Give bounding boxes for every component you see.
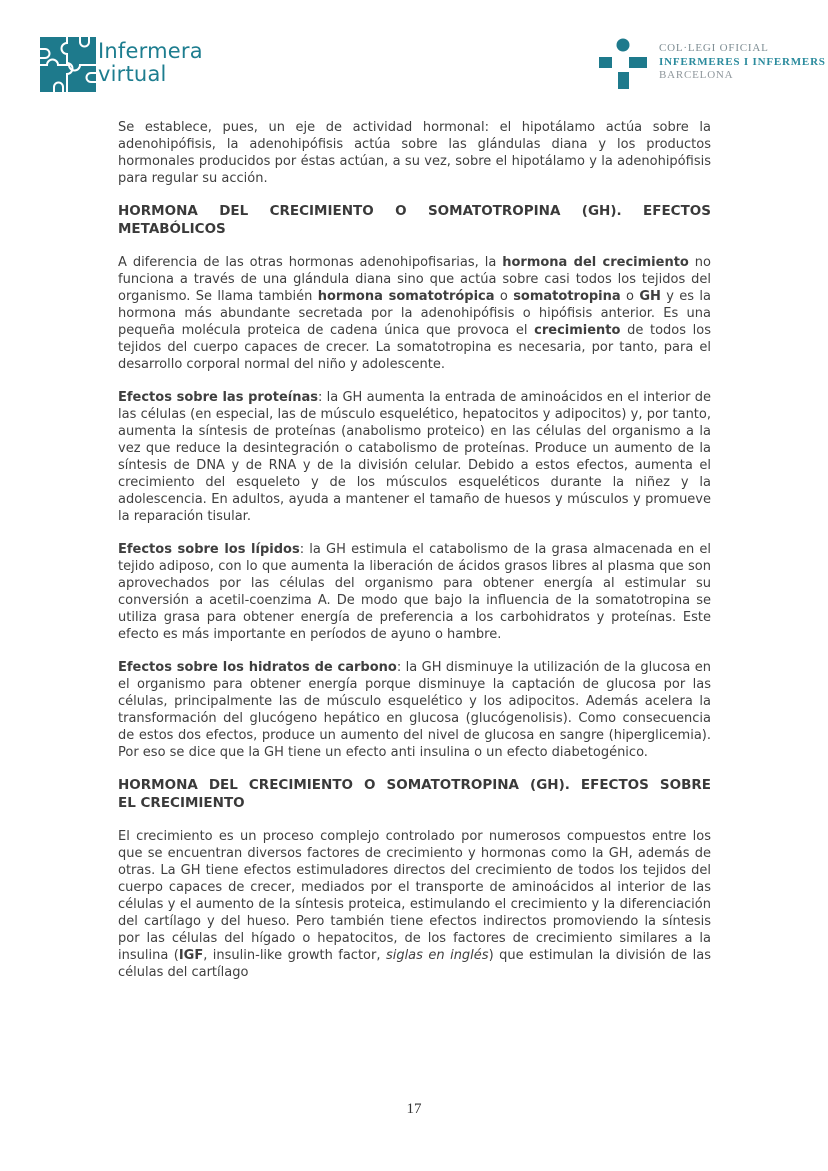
document-body	[118, 119, 711, 997]
heading-line: HORMONA DEL CRECIMIENTO O SOMATOTROPINA (GH). EFECTOS SOBRE	[118, 777, 711, 793]
coib-wordmark	[659, 42, 826, 83]
heading-line: HORMONA DEL CRECIMIENTO O SOMATOTROPINA (GH). EFECTOS	[118, 203, 711, 219]
coib-cross-icon	[598, 36, 648, 90]
logo-line-infermera: Infermera	[98, 39, 203, 63]
coib-line-barcelona: BARCELONA	[659, 69, 734, 81]
paragraph-efectos-lipidos: Efectos sobre los lípidos: la GH estimula el catabolismo de la grasa almacenada en el tejido adiposo, con lo que aumenta la liberación de ácidos grasos libres al plasma que son aprovechados por las células del organismo para obtener energía al estimular su conversión a acetil-coenzima A. De modo que bajo la influencia de la somatotropina se utiliza grasa para obtener energía de preferencia a los carbohidratos y proteínas. Este efecto es más importante en períodos de ayuno o hambre.	[118, 542, 712, 642]
page-number: 17	[406, 1101, 422, 1117]
infermera-virtual-logo	[40, 37, 203, 92]
coib-line-infermeres: INFERMERES I INFERMERS	[659, 55, 826, 68]
section-heading-metabolicos	[118, 203, 711, 238]
heading-line: METABÓLICOS	[118, 220, 226, 237]
section-heading-crecimiento	[118, 777, 711, 812]
paragraph-gh-general: A diferencia de las otras hormonas adenohipofisarias, la hormona del crecimiento no funciona a través de una glándula diana sino que actúa sobre casi todos los tejidos del organismo. Se llama también hormona somatotrópica o somatotropina o GH y es la hormona más abundante secretada por la adenohipófisis o hipófisis anterior. Es una pequeña molécula proteica de cadena única que provoca el crecimiento de todos los tejidos del cuerpo capaces de crecer. La somatotropina es necesaria, por tanto, para el desarrollo corporal normal del niño y adolescente.	[118, 255, 712, 372]
puzzle-icon	[40, 37, 96, 92]
infermera-virtual-wordmark	[98, 40, 203, 86]
paragraph-efectos-proteinas: Efectos sobre las proteínas: la GH aumenta la entrada de aminoácidos en el interior de las células (en especial, las de músculo esquelético, hepatocitos y adipocitos) y, por tanto, aumenta la síntesis de proteínas (anabolismo proteico) en las células del organismo a la vez que reduce la desintegración o catabolismo de proteínas. Produce un aumento de la síntesis de DNA y de RNA y de la división celular. Debido a estos efectos, aumenta el crecimiento del esqueleto y de los músculos esqueléticos durante la niñez y la adolescencia. En adultos, ayuda a mantener el tamaño de huesos y músculos y promueve la reparación tisular.	[118, 390, 712, 524]
paragraph-efectos-hidratos: Efectos sobre los hidratos de carbono: la GH disminuye la utilización de la glucosa en el organismo para obtener energía porque disminuye la captación de glucosa por las células, principalmente las de músculo esquelético y los adipocitos. Además acelera la transformación del glucógeno hepático en glucosa (glucógenolisis). Como consecuencia de estos dos efectos, produce un aumento del nivel de glucosa en sangre (hiperglicemia). Por eso se dice que la GH tiene un efecto anti insulina o un efecto diabetogénico.	[118, 660, 711, 760]
coib-line-collegi: COL·LEGI OFICIAL	[659, 42, 769, 54]
paragraph-intro: Se establece, pues, un eje de actividad hormonal: el hipotálamo actúa sobre la adenohipófisis, la adenohipófisis actúa sobre las glándulas diana y los productos hormonales producidos por éstas actúan, a su vez, sobre el hipotálamo y la adenohipófisis para regular su acción.	[118, 120, 711, 186]
logo-line-virtual: virtual	[98, 62, 167, 86]
page-footer	[0, 1101, 828, 1118]
coib-logo	[598, 36, 826, 90]
page-header	[0, 0, 828, 100]
heading-line: EL CRECIMIENTO	[118, 794, 245, 811]
paragraph-crecimiento: El crecimiento es un proceso complejo controlado por numerosos compuestos entre los que se encuentran diversos factores de crecimiento y hormonas como la GH, además de otras. La GH tiene efectos estimuladores directos del crecimiento de todos los tejidos del cuerpo capaces de crecer, mediados por el transporte de aminoácidos al interior de las células y el aumento de la síntesis proteica, estimulando el crecimiento y la diferenciación del cartílago y del hueso. Pero también tiene efectos indirectos promoviendo la síntesis por las células del hígado o hepatocitos, de los factores de crecimiento similares a la insulina (IGF, insulin-like growth factor, siglas en inglés) que estimulan la división de las células del cartílago	[118, 829, 711, 980]
